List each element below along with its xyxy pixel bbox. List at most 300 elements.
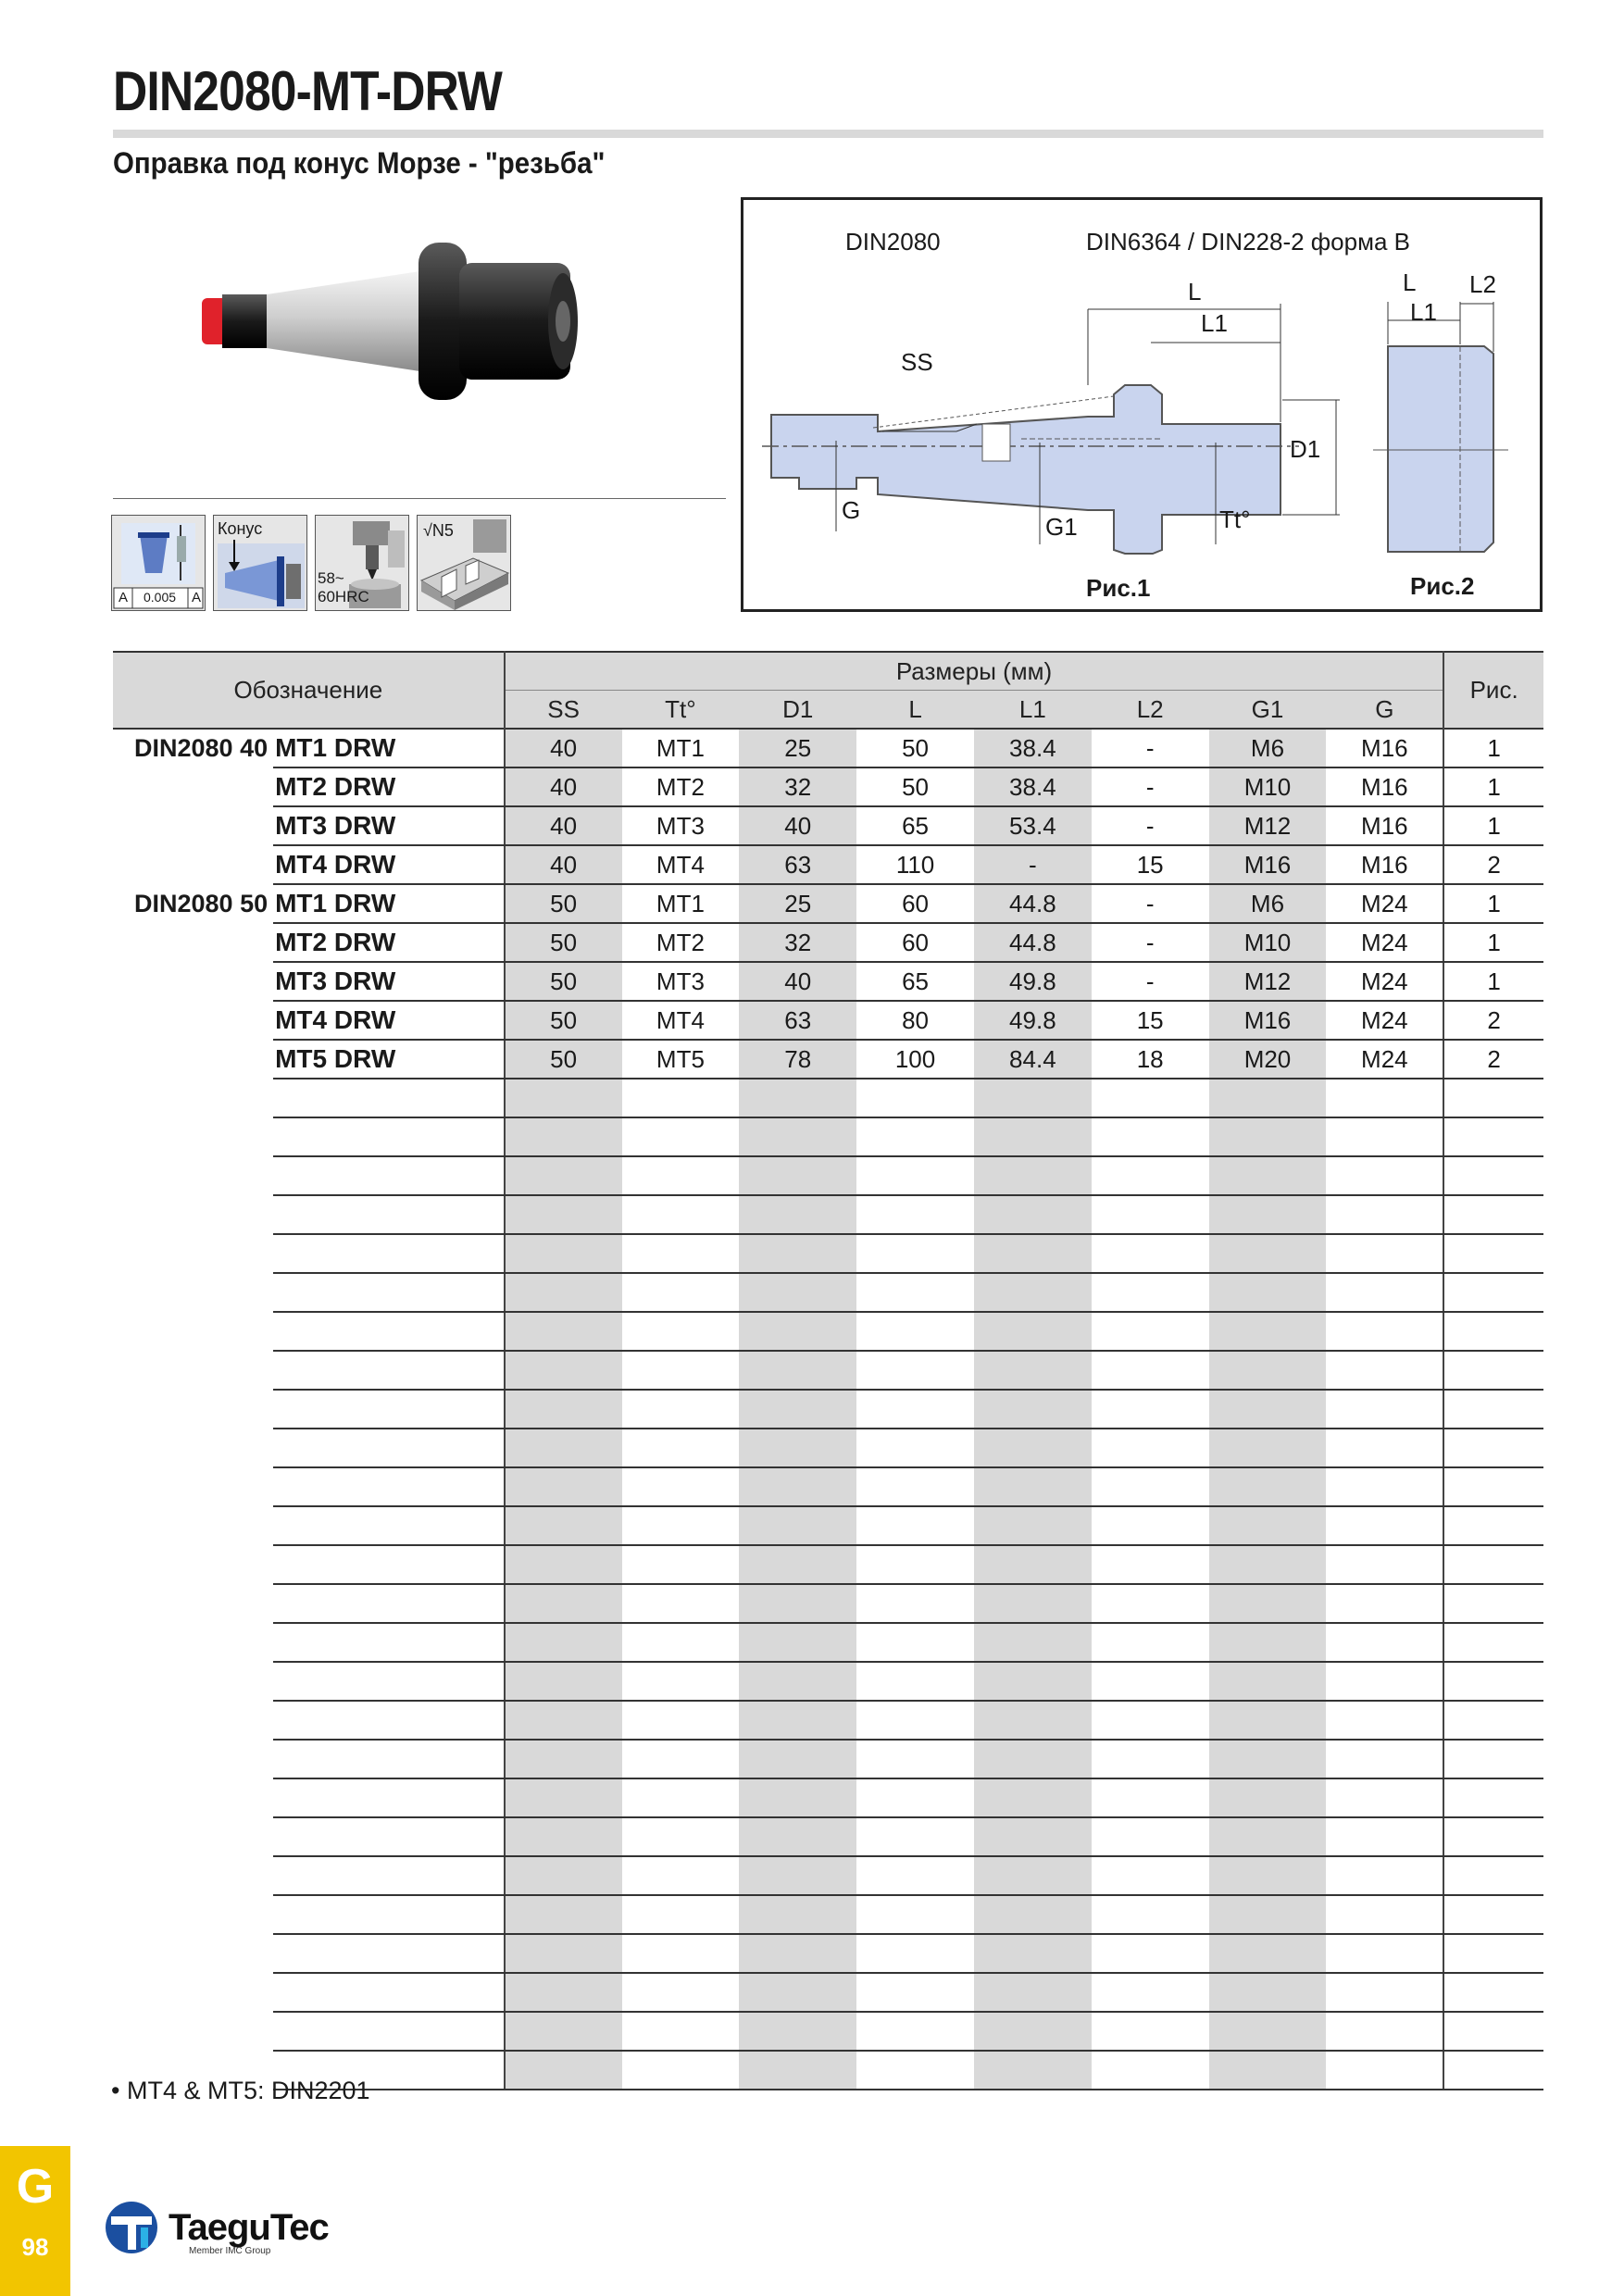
row-value-g: M16 — [1326, 767, 1443, 806]
row-value-tt: MT2 — [622, 923, 740, 962]
empty-cell — [974, 1934, 1092, 1973]
empty-cell — [622, 1740, 740, 1778]
row-model: MT3 DRW — [273, 806, 505, 845]
empty-cell — [1209, 1973, 1327, 2012]
product-photo — [176, 222, 657, 435]
empty-cell — [505, 1312, 622, 1351]
empty-row — [113, 1312, 1543, 1351]
row-value-l: 80 — [856, 1001, 974, 1040]
empty-cell — [739, 1740, 856, 1778]
dim-g1-label: G1 — [1045, 513, 1078, 541]
row-value-l2: 18 — [1092, 1040, 1209, 1079]
row-value-l2: - — [1092, 884, 1209, 923]
empty-cell — [505, 1079, 622, 1117]
page-title: DIN2080-MT-DRW — [113, 60, 502, 122]
row-value-l2: - — [1092, 962, 1209, 1001]
empty-row — [113, 1740, 1543, 1778]
col-g: G — [1326, 691, 1443, 730]
empty-cell — [273, 1623, 505, 1662]
row-group — [113, 806, 273, 845]
row-value-d1: 25 — [739, 729, 856, 767]
empty-cell — [1209, 1856, 1327, 1895]
empty-cell — [1443, 1817, 1543, 1856]
fig2-caption: Рис.2 — [1410, 572, 1475, 600]
spec-table — [113, 651, 1543, 2090]
empty-cell — [1326, 1506, 1443, 1545]
empty-cell — [113, 1234, 273, 1273]
empty-cell — [113, 1506, 273, 1545]
empty-cell — [505, 1390, 622, 1429]
row-model: MT1 DRW — [273, 884, 505, 923]
empty-cell — [1092, 1351, 1209, 1390]
empty-cell — [273, 1429, 505, 1467]
empty-cell — [974, 1195, 1092, 1234]
photo-divider — [113, 498, 726, 499]
empty-cell — [974, 1273, 1092, 1312]
empty-cell — [974, 1429, 1092, 1467]
empty-cell — [113, 1778, 273, 1817]
row-value-l1: - — [974, 845, 1092, 884]
dim-l-fig2-label: L — [1403, 268, 1417, 296]
empty-cell — [622, 1195, 740, 1234]
empty-cell — [856, 2012, 974, 2051]
row-model: MT5 DRW — [273, 1040, 505, 1079]
row-fig: 1 — [1443, 884, 1543, 923]
empty-cell — [856, 1973, 974, 2012]
empty-row — [113, 1856, 1543, 1895]
empty-cell — [1092, 1662, 1209, 1701]
row-value-g1: M12 — [1209, 806, 1327, 845]
empty-cell — [1092, 1273, 1209, 1312]
empty-cell — [505, 1740, 622, 1778]
empty-cell — [1443, 1545, 1543, 1584]
surface-finish-icon — [417, 515, 511, 611]
empty-cell — [505, 1234, 622, 1273]
empty-cell — [856, 2051, 974, 2090]
row-value-g: M24 — [1326, 923, 1443, 962]
empty-cell — [622, 1390, 740, 1429]
empty-cell — [622, 1973, 740, 2012]
empty-cell — [974, 1234, 1092, 1273]
empty-cell — [974, 1545, 1092, 1584]
col-fig: Рис. — [1443, 652, 1543, 729]
empty-cell — [856, 1506, 974, 1545]
empty-row — [113, 1701, 1543, 1740]
empty-cell — [273, 1467, 505, 1506]
table-row — [113, 923, 1543, 962]
empty-cell — [113, 1701, 273, 1740]
empty-cell — [622, 1467, 740, 1506]
dim-l2-label: L2 — [1469, 270, 1496, 298]
empty-cell — [113, 1545, 273, 1584]
row-value-ss: 50 — [505, 923, 622, 962]
table-row — [113, 1040, 1543, 1079]
empty-cell — [622, 1117, 740, 1156]
empty-cell — [113, 1079, 273, 1117]
row-value-l: 110 — [856, 845, 974, 884]
empty-cell — [974, 1079, 1092, 1117]
empty-cell — [505, 1195, 622, 1234]
empty-cell — [1092, 1429, 1209, 1467]
table-row — [113, 962, 1543, 1001]
empty-cell — [1209, 1117, 1327, 1156]
col-d1: D1 — [739, 691, 856, 730]
empty-cell — [505, 1856, 622, 1895]
empty-cell — [505, 1584, 622, 1623]
empty-cell — [1092, 1079, 1209, 1117]
row-fig: 1 — [1443, 962, 1543, 1001]
empty-cell — [1326, 1273, 1443, 1312]
empty-cell — [974, 1856, 1092, 1895]
technical-drawing — [741, 197, 1543, 612]
empty-cell — [622, 1429, 740, 1467]
empty-cell — [113, 1429, 273, 1467]
row-fig: 2 — [1443, 845, 1543, 884]
empty-cell — [974, 1817, 1092, 1856]
drawing-svg — [743, 200, 1540, 607]
empty-row — [113, 1545, 1543, 1584]
empty-cell — [1209, 1156, 1327, 1195]
empty-cell — [622, 1934, 740, 1973]
row-value-g: M24 — [1326, 1001, 1443, 1040]
empty-cell — [739, 1195, 856, 1234]
empty-cell — [1326, 1117, 1443, 1156]
empty-row — [113, 1895, 1543, 1934]
empty-cell — [1443, 1079, 1543, 1117]
empty-cell — [622, 1584, 740, 1623]
empty-cell — [1326, 1429, 1443, 1467]
runout-label-value: 0.005 — [144, 590, 177, 605]
brand-name: TaeguTec — [169, 2206, 329, 2248]
empty-cell — [1443, 1662, 1543, 1701]
empty-cell — [856, 1895, 974, 1934]
empty-cell — [1209, 1351, 1327, 1390]
page-number: 98 — [21, 2233, 49, 2261]
empty-cell — [974, 1584, 1092, 1623]
empty-cell — [113, 1195, 273, 1234]
row-value-ss: 40 — [505, 729, 622, 767]
empty-cell — [505, 1545, 622, 1584]
empty-cell — [505, 1662, 622, 1701]
row-value-ss: 40 — [505, 845, 622, 884]
empty-cell — [113, 1623, 273, 1662]
empty-cell — [1209, 1545, 1327, 1584]
empty-cell — [1092, 1545, 1209, 1584]
row-value-g: M24 — [1326, 1040, 1443, 1079]
empty-cell — [505, 1895, 622, 1934]
title-rule — [113, 130, 1543, 138]
empty-cell — [505, 1778, 622, 1817]
empty-cell — [273, 1740, 505, 1778]
empty-cell — [739, 1390, 856, 1429]
row-value-l2: - — [1092, 923, 1209, 962]
empty-row — [113, 1662, 1543, 1701]
empty-cell — [1092, 1390, 1209, 1429]
row-value-l1: 44.8 — [974, 923, 1092, 962]
row-group — [113, 1040, 273, 1079]
empty-cell — [856, 1079, 974, 1117]
empty-cell — [273, 1506, 505, 1545]
empty-cell — [273, 1156, 505, 1195]
row-value-l: 65 — [856, 962, 974, 1001]
row-model: MT2 DRW — [273, 923, 505, 962]
empty-cell — [113, 1934, 273, 1973]
hardness-label-2: 60HRC — [318, 588, 369, 605]
col-l2: L2 — [1092, 691, 1209, 730]
row-value-l1: 53.4 — [974, 806, 1092, 845]
empty-cell — [113, 1117, 273, 1156]
row-value-l: 65 — [856, 806, 974, 845]
empty-cell — [1092, 1856, 1209, 1895]
empty-cell — [505, 1934, 622, 1973]
row-value-d1: 40 — [739, 806, 856, 845]
empty-cell — [974, 1895, 1092, 1934]
row-group — [113, 923, 273, 962]
empty-cell — [622, 1623, 740, 1662]
empty-cell — [113, 1973, 273, 2012]
empty-cell — [622, 1079, 740, 1117]
empty-cell — [856, 1740, 974, 1778]
empty-cell — [974, 1390, 1092, 1429]
empty-cell — [1209, 1584, 1327, 1623]
empty-cell — [739, 1312, 856, 1351]
empty-cell — [273, 1895, 505, 1934]
empty-cell — [622, 1312, 740, 1351]
row-value-ss: 50 — [505, 1040, 622, 1079]
row-value-l1: 38.4 — [974, 767, 1092, 806]
empty-cell — [856, 1156, 974, 1195]
empty-cell — [739, 1895, 856, 1934]
empty-cell — [1443, 1740, 1543, 1778]
empty-cell — [273, 1856, 505, 1895]
empty-cell — [1443, 1584, 1543, 1623]
empty-cell — [1443, 2051, 1543, 2090]
table-row — [113, 806, 1543, 845]
empty-cell — [113, 2012, 273, 2051]
spec-table-body — [113, 729, 1543, 2090]
row-value-d1: 25 — [739, 884, 856, 923]
empty-cell — [974, 1623, 1092, 1662]
empty-cell — [622, 1817, 740, 1856]
empty-row — [113, 1467, 1543, 1506]
dim-l-label: L — [1188, 278, 1202, 306]
empty-cell — [1326, 1973, 1443, 2012]
dim-tt-label: Tt° — [1219, 505, 1251, 533]
empty-cell — [1326, 1467, 1443, 1506]
empty-cell — [622, 1506, 740, 1545]
empty-cell — [505, 1273, 622, 1312]
row-value-g1: M12 — [1209, 962, 1327, 1001]
empty-cell — [974, 2051, 1092, 2090]
col-g1: G1 — [1209, 691, 1327, 730]
footnote: • MT4 & MT5: DIN2201 — [111, 2077, 370, 2104]
empty-cell — [856, 1390, 974, 1429]
empty-cell — [273, 1312, 505, 1351]
col-designation: Обозначение — [113, 652, 505, 729]
empty-row — [113, 1195, 1543, 1234]
empty-cell — [739, 1506, 856, 1545]
empty-cell — [113, 1156, 273, 1195]
empty-cell — [1092, 1740, 1209, 1778]
empty-cell — [505, 2012, 622, 2051]
empty-cell — [505, 1701, 622, 1740]
empty-cell — [622, 1778, 740, 1817]
empty-cell — [1326, 1895, 1443, 1934]
standard-left-label: DIN2080 — [845, 228, 941, 256]
row-value-tt: MT1 — [622, 729, 740, 767]
empty-cell — [273, 1351, 505, 1390]
dim-l1-label: L1 — [1201, 309, 1228, 337]
empty-cell — [113, 1351, 273, 1390]
empty-cell — [1209, 1817, 1327, 1856]
empty-cell — [1092, 1467, 1209, 1506]
empty-cell — [1092, 1195, 1209, 1234]
empty-cell — [1092, 2012, 1209, 2051]
empty-cell — [273, 1584, 505, 1623]
empty-cell — [1443, 1856, 1543, 1895]
empty-cell — [856, 1856, 974, 1895]
row-fig: 1 — [1443, 806, 1543, 845]
empty-row — [113, 1973, 1543, 2012]
empty-cell — [1443, 1390, 1543, 1429]
empty-cell — [273, 1817, 505, 1856]
empty-cell — [505, 1467, 622, 1506]
row-value-l1: 44.8 — [974, 884, 1092, 923]
empty-cell — [505, 1351, 622, 1390]
row-value-g: M24 — [1326, 962, 1443, 1001]
empty-cell — [1326, 1934, 1443, 1973]
row-value-ss: 50 — [505, 884, 622, 923]
empty-cell — [856, 1701, 974, 1740]
col-l1: L1 — [974, 691, 1092, 730]
row-value-g1: M10 — [1209, 767, 1327, 806]
empty-cell — [622, 2051, 740, 2090]
empty-row — [113, 1584, 1543, 1623]
empty-cell — [1209, 1429, 1327, 1467]
row-value-tt: MT3 — [622, 962, 740, 1001]
row-value-d1: 32 — [739, 923, 856, 962]
empty-row — [113, 1778, 1543, 1817]
empty-cell — [739, 1623, 856, 1662]
empty-cell — [505, 1506, 622, 1545]
fig1-caption: Рис.1 — [1086, 574, 1151, 602]
col-group-dims: Размеры (мм) — [505, 652, 1444, 691]
empty-cell — [1209, 1312, 1327, 1351]
empty-cell — [505, 1623, 622, 1662]
empty-cell — [1443, 1156, 1543, 1195]
empty-cell — [1443, 1778, 1543, 1817]
empty-cell — [856, 1623, 974, 1662]
row-value-tt: MT4 — [622, 845, 740, 884]
dim-g-label: G — [842, 496, 861, 524]
empty-cell — [1092, 1623, 1209, 1662]
empty-cell — [1443, 1973, 1543, 2012]
empty-cell — [856, 1467, 974, 1506]
empty-cell — [273, 1079, 505, 1117]
empty-cell — [1092, 2051, 1209, 2090]
empty-cell — [974, 1506, 1092, 1545]
empty-cell — [1092, 1817, 1209, 1856]
empty-cell — [1326, 1195, 1443, 1234]
row-fig: 1 — [1443, 729, 1543, 767]
row-value-l2: - — [1092, 806, 1209, 845]
row-value-ss: 40 — [505, 806, 622, 845]
empty-cell — [1443, 1312, 1543, 1351]
empty-cell — [113, 1584, 273, 1623]
row-value-l1: 49.8 — [974, 962, 1092, 1001]
empty-cell — [273, 2012, 505, 2051]
taper-label: Конус — [218, 519, 263, 538]
empty-cell — [1209, 1506, 1327, 1545]
empty-cell — [273, 1973, 505, 2012]
section-letter: G — [16, 2160, 55, 2214]
empty-cell — [1443, 1506, 1543, 1545]
row-value-g1: M10 — [1209, 923, 1327, 962]
row-value-l2: 15 — [1092, 1001, 1209, 1040]
empty-cell — [974, 1117, 1092, 1156]
empty-row — [113, 1429, 1543, 1467]
empty-row — [113, 1506, 1543, 1545]
empty-cell — [974, 1778, 1092, 1817]
empty-cell — [1326, 1740, 1443, 1778]
row-value-g1: M6 — [1209, 884, 1327, 923]
empty-cell — [622, 1156, 740, 1195]
table-row — [113, 884, 1543, 923]
empty-cell — [273, 1390, 505, 1429]
empty-row — [113, 1390, 1543, 1429]
row-value-d1: 63 — [739, 1001, 856, 1040]
empty-cell — [1326, 2051, 1443, 2090]
row-value-ss: 50 — [505, 962, 622, 1001]
row-model: MT1 DRW — [273, 729, 505, 767]
row-value-g1: M20 — [1209, 1040, 1327, 1079]
empty-cell — [1209, 1934, 1327, 1973]
brand-logo — [104, 2200, 329, 2255]
empty-cell — [739, 1467, 856, 1506]
empty-cell — [273, 1234, 505, 1273]
row-value-l: 50 — [856, 767, 974, 806]
empty-row — [113, 1934, 1543, 1973]
empty-cell — [622, 1662, 740, 1701]
empty-cell — [1443, 1934, 1543, 1973]
empty-cell — [622, 1545, 740, 1584]
empty-cell — [1443, 1117, 1543, 1156]
row-value-ss: 50 — [505, 1001, 622, 1040]
row-value-g: M16 — [1326, 729, 1443, 767]
empty-cell — [273, 1778, 505, 1817]
empty-cell — [505, 2051, 622, 2090]
empty-cell — [1326, 2012, 1443, 2051]
empty-cell — [1326, 1312, 1443, 1351]
empty-cell — [1443, 1273, 1543, 1312]
row-value-l: 50 — [856, 729, 974, 767]
empty-cell — [1209, 1273, 1327, 1312]
empty-cell — [273, 1117, 505, 1156]
empty-cell — [1326, 1817, 1443, 1856]
empty-cell — [273, 1701, 505, 1740]
empty-cell — [856, 1429, 974, 1467]
empty-cell — [1443, 1467, 1543, 1506]
row-value-l1: 38.4 — [974, 729, 1092, 767]
dim-d1-label: D1 — [1290, 435, 1321, 463]
empty-cell — [1209, 1895, 1327, 1934]
empty-cell — [739, 2051, 856, 2090]
empty-cell — [1443, 1234, 1543, 1273]
empty-cell — [113, 1895, 273, 1934]
empty-cell — [1209, 1740, 1327, 1778]
empty-cell — [1326, 1778, 1443, 1817]
row-value-g: M16 — [1326, 806, 1443, 845]
